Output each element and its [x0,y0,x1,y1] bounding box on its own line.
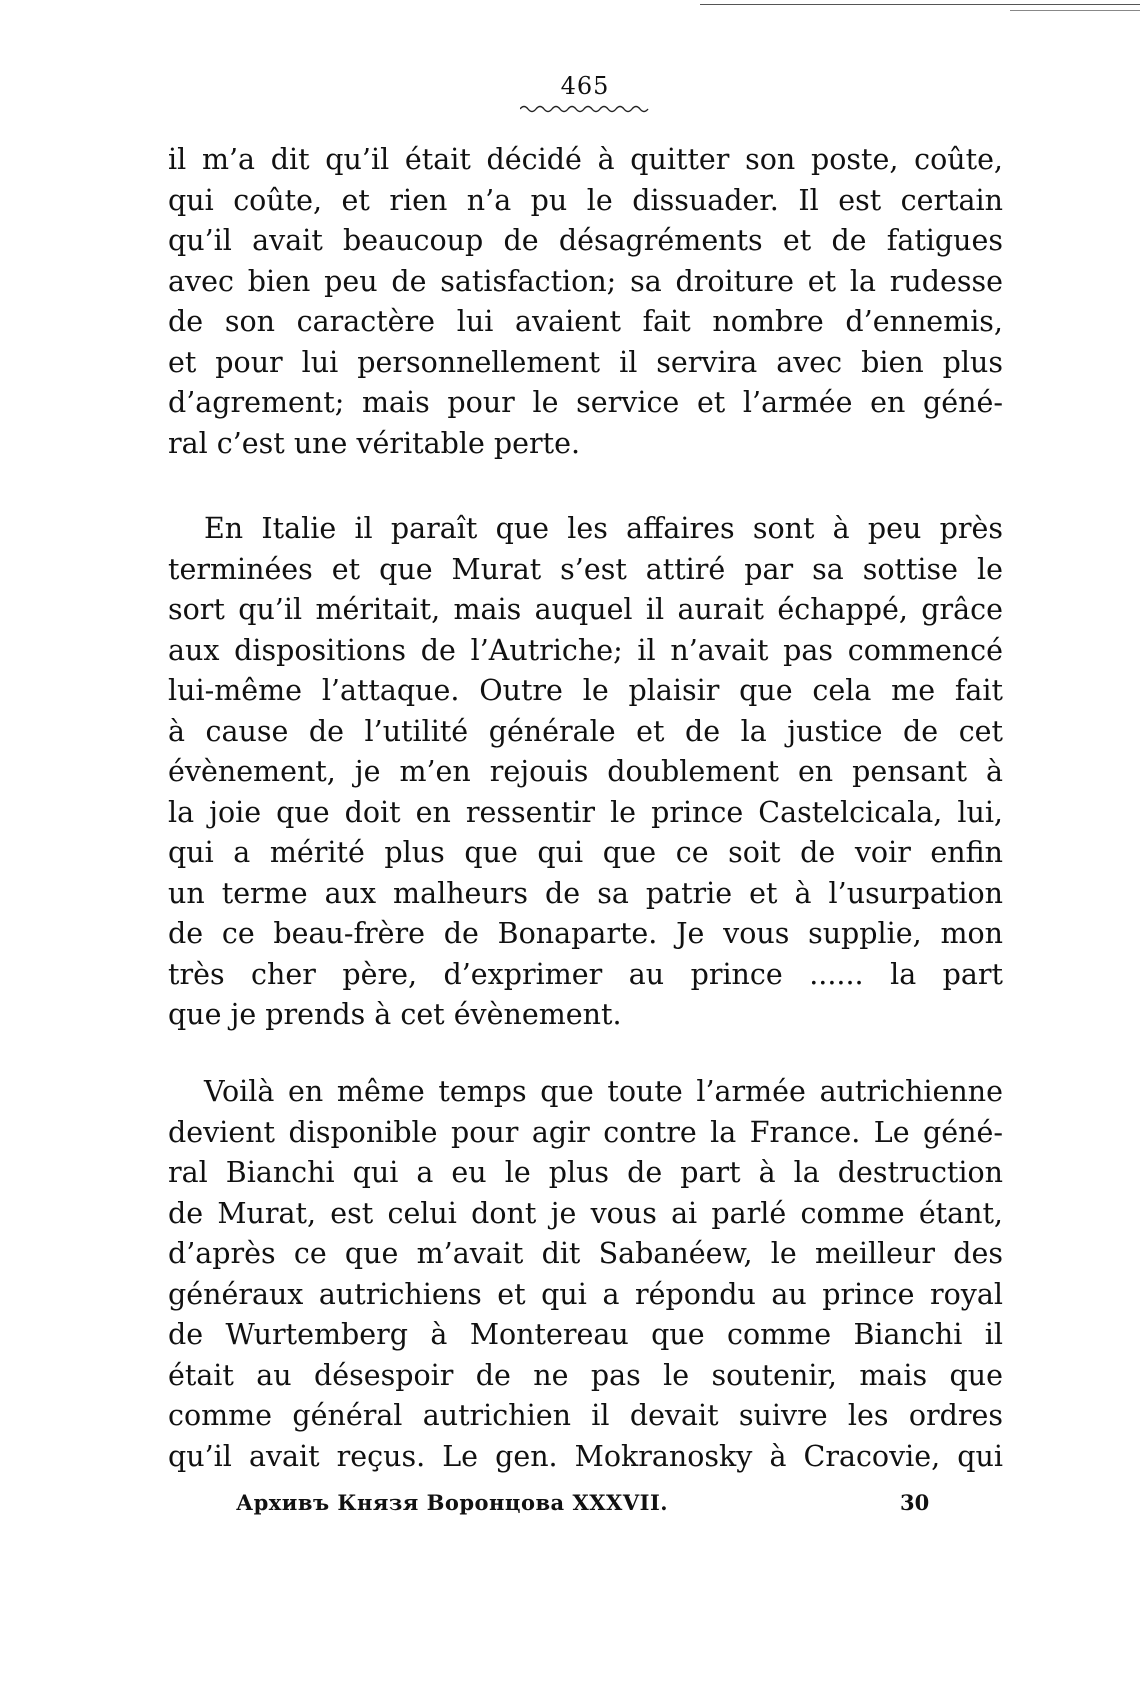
text-line: terminées et que Murat s’est attiré par sa sottise le [168,552,1003,586]
text-line: qu’il avait reçus. Le gen. Mokranosky à Cracovie, qui [168,1439,1003,1473]
scan-edge-rule [700,4,1140,5]
paragraph-3 [168,1072,1003,1477]
text-line: un terme aux malheurs de sa patrie et à l’usurpation [168,876,1003,910]
text-line: de Wurtemberg à Montereau que comme Bianchi il [168,1318,1003,1351]
text-line: sort qu’il méritait, mais auquel il aurait échappé, grâce [168,593,1003,626]
text-line: En Italie il paraît que les affaires sont à peu près [204,512,1003,545]
text-line: aux dispositions de l’Autriche; il n’avait pas commencé [168,633,1003,667]
text-line: et pour lui personnellement il servira avec bien plus [168,345,1003,379]
footer-archive-title: Архивъ Князя Воронцова XXXVII. [236,1490,669,1515]
text-line: la joie que doit en ressentir le prince Castelcicala, lui, [168,795,1003,829]
text-line: était au désespoir de ne pas le soutenir, mais que [168,1358,1003,1392]
footer-signature-number: 30 [900,1490,930,1515]
paragraph-2 [168,509,1003,1036]
text-line: il m’a dit qu’il était décidé à quitter son poste, coûte, [168,143,1003,176]
text-line: que je prends à cet évènement. [168,998,622,1031]
text-line: qui a mérité plus que qui que ce soit de voir enfin [168,836,1003,869]
text-line: de ce beau-frère de Bonaparte. Je vous supplie, mon [168,917,1003,950]
ornament-wavy-rule [520,104,650,114]
text-line: avec bien peu de satisfaction; sa droiture et la rudesse [168,264,1003,298]
text-line: Voilà en même temps que toute l’armée autrichienne [204,1075,1003,1108]
text-line: ral Bianchi qui a eu le plus de part à la destruction [168,1156,1003,1189]
text-line: de Murat, est celui dont je vous ai parlé comme étant, [168,1196,1003,1230]
text-line: devient disponible pour agir contre la France. Le géné- [168,1115,1003,1149]
text-line: d’après ce que m’avait dit Sabanéew, le meilleur des [168,1237,1003,1270]
text-line: évènement, je m’en rejouis doublement en pensant à [168,755,1003,788]
text-line: qu’il avait beaucoup de désagréments et de fatigues [168,224,1003,257]
text-line: ral c’est une véritable perte. [168,426,580,460]
text-line: généraux autrichiens et qui a répondu au prince royal [168,1277,1003,1311]
page-number: 465 [560,72,610,100]
text-line: très cher père, d’exprimer au prince ...... la part [168,957,1003,991]
text-line: de son caractère lui avaient fait nombre d’ennemis, [168,305,1003,338]
text-line: qui coûte, et rien n’a pu le dissuader. Il est certain [168,183,1003,217]
text-line: d’agrement; mais pour le service et l’armée en géné- [168,386,1003,419]
text-line: à cause de l’utilité générale et de la justice de cet [168,714,1003,748]
text-line: lui-même l’attaque. Outre le plaisir que cela me fait [168,674,1003,707]
text-line: comme général autrichien il devait suivre les ordres [168,1399,1003,1432]
paragraph-1 [168,140,1003,464]
scan-edge-rule-secondary [1010,10,1140,11]
